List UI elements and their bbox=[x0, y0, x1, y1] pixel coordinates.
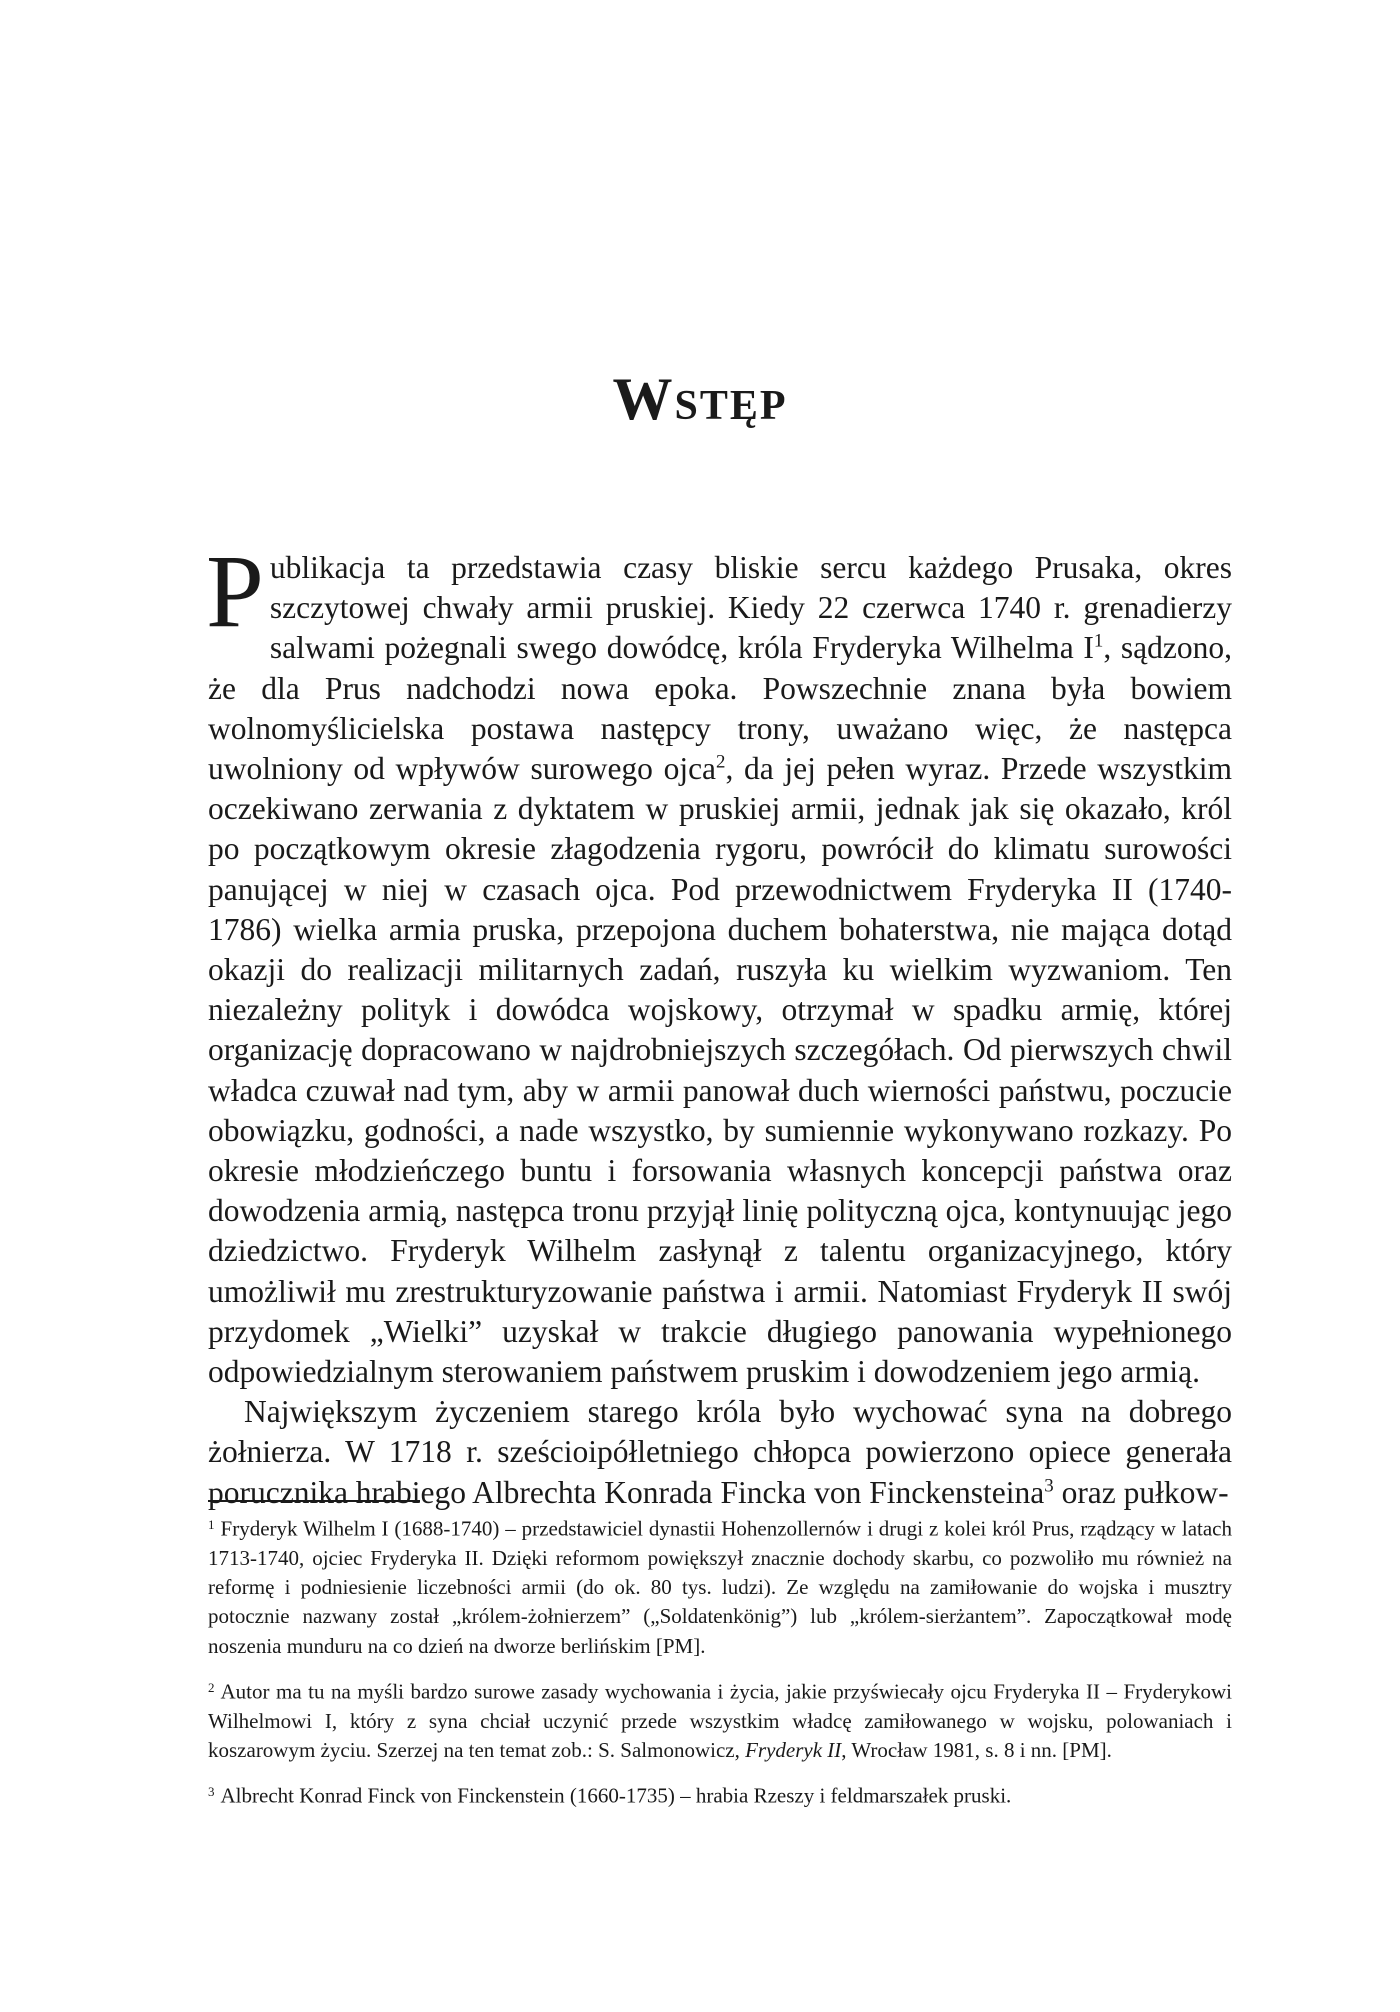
footnote-1-number: 1 bbox=[208, 1517, 215, 1532]
footnote-2-book-title: Fryderyk II bbox=[745, 1738, 842, 1763]
footnote-3 bbox=[208, 1777, 1232, 1811]
paragraph-1 bbox=[206, 534, 1232, 1392]
paragraph-1-part-a: ublikacja ta przedstawia czasy bliskie sercu każdego Prusaka, okres szczytowej chwały armii pruskiej. Kiedy 22 czerwca 1740 r. grenadierzy salwami pożegnali swego dowódcę, króla Fryderyka Wilhelma I bbox=[269, 550, 1232, 666]
footnote-2-text-b: , Wrocław 1981, s. 8 i nn. [PM]. bbox=[841, 1738, 1112, 1763]
footnote-1-text: Fryderyk Wilhelm I (1688-1740) – przedstawiciel dynastii Hohenzollernów i drugi z kolei król Prus, rządzący w latach 1713-1740, ojciec Fryderyka II. Dzięki reformom powiększył znacznie dochody skarbu, co pozwoliło mu również na reformę i podniesienie liczebności armii (do ok. 80 tys. ludzi). Ze względu na zamiłowanie do wojska i musztry potocznie nazwany został „królem-żołnierzem” („Soldatenkönig”) lub „królem-sierżantem”. Zapoczątkował modę noszenia munduru na co dzień na dworze berlińskim [PM]. bbox=[208, 1516, 1232, 1658]
footnote-1 bbox=[208, 1510, 1232, 1661]
paragraph-2-part-b: oraz pułkow- bbox=[1053, 1474, 1229, 1510]
footnote-2-number: 2 bbox=[208, 1679, 215, 1695]
footnote-2 bbox=[208, 1673, 1232, 1765]
main-text bbox=[206, 534, 1232, 1513]
footnote-2-text-a: Autor ma tu na myśli bardzo surowe zasady wychowania i życia, jakie przyświecały ojcu Fryderyka II – Fryderykowi Wilhelmowi I, który z syna chciał uczynić przede wszystkim władcę zamiłowanego w wojsku, polowaniach i koszarowym życiu. Szerzej na ten temat zob.: S. Salmonowicz, bbox=[208, 1679, 1232, 1763]
footnotes bbox=[208, 1510, 1232, 1823]
chapter-title: Wstęp bbox=[612, 366, 788, 432]
footnote-3-number: 3 bbox=[208, 1784, 215, 1800]
footnote-3-text: Albrecht Konrad Finck von Finckenstein (1660-1735) – hrabia Rzeszy i feldmarszałek pruski. bbox=[220, 1783, 1012, 1808]
footnote-ref-2[interactable]: 2 bbox=[716, 751, 726, 773]
paragraph-1-part-b: , sądzono, że dla Prus nadchodzi nowa epoka. Powszechnie znana była bowiem wolnomyślicielska postawa następcy trony, uważano więc, że następca uwolniony od wpływów surowego ojca bbox=[208, 630, 1232, 787]
paragraph-1-part-c: , da jej pełen wyraz. Przede wszystkim oczekiwano zerwania z dyktatem w pruskiej armii, jednak jak się okazało, król po początkowym okresie złagodzenia rygoru, powrócił do klimatu surowości panującej w niej w czasach ojca. Pod przewodnictwem Fryderyka II (1740-1786) wielka armia pruska, przepojona duchem bohaterstwa, nie mająca dotąd okazji do realizacji militarnych zadań, ruszyła ku wielkim wyzwaniom. Ten niezależny polityk i dowódca wojskowy, otrzymał w spadku armię, której organizację dopracowano w najdrobniejszych szczegółach. Od pierwszych chwil władca czuwał nad tym, aby w armii panował duch wierności państwu, poczucie obowiązku, godności, a nade wszystko, by sumiennie wykonywano rozkazy. Po okresie młodzieńczego buntu i forsowania własnych koncepcji państwa oraz dowodzenia armią, następca tronu przyjął linię polityczną ojca, kontynuując jego dziedzictwo. Fryderyk Wilhelm zasłynął z talentu organizacyjnego, który umożliwił mu zrestrukturyzowanie państwa i armii. Natomiast Fryderyk II swój przydomek „Wielki” uzyskał w trakcie długiego panowania wypełnionego odpowiedzialnym sterowaniem państwem pruskim i dowodzeniem jego armią. bbox=[208, 751, 1232, 1390]
footnote-divider bbox=[208, 1500, 420, 1502]
footnote-ref-1[interactable]: 1 bbox=[1093, 631, 1104, 653]
drop-cap: P bbox=[206, 534, 264, 649]
footnote-ref-3[interactable]: 3 bbox=[1044, 1475, 1054, 1497]
paragraph-2 bbox=[208, 1392, 1232, 1513]
paragraph-2-part-a: Największym życzeniem starego króla było wychować syna na dobrego żołnierza. W 1718 r. sześcioipółletniego chłopca powierzono opiece generała porucznika hrabiego Albrechta Konrada Fincka von Finckensteina bbox=[208, 1394, 1232, 1510]
